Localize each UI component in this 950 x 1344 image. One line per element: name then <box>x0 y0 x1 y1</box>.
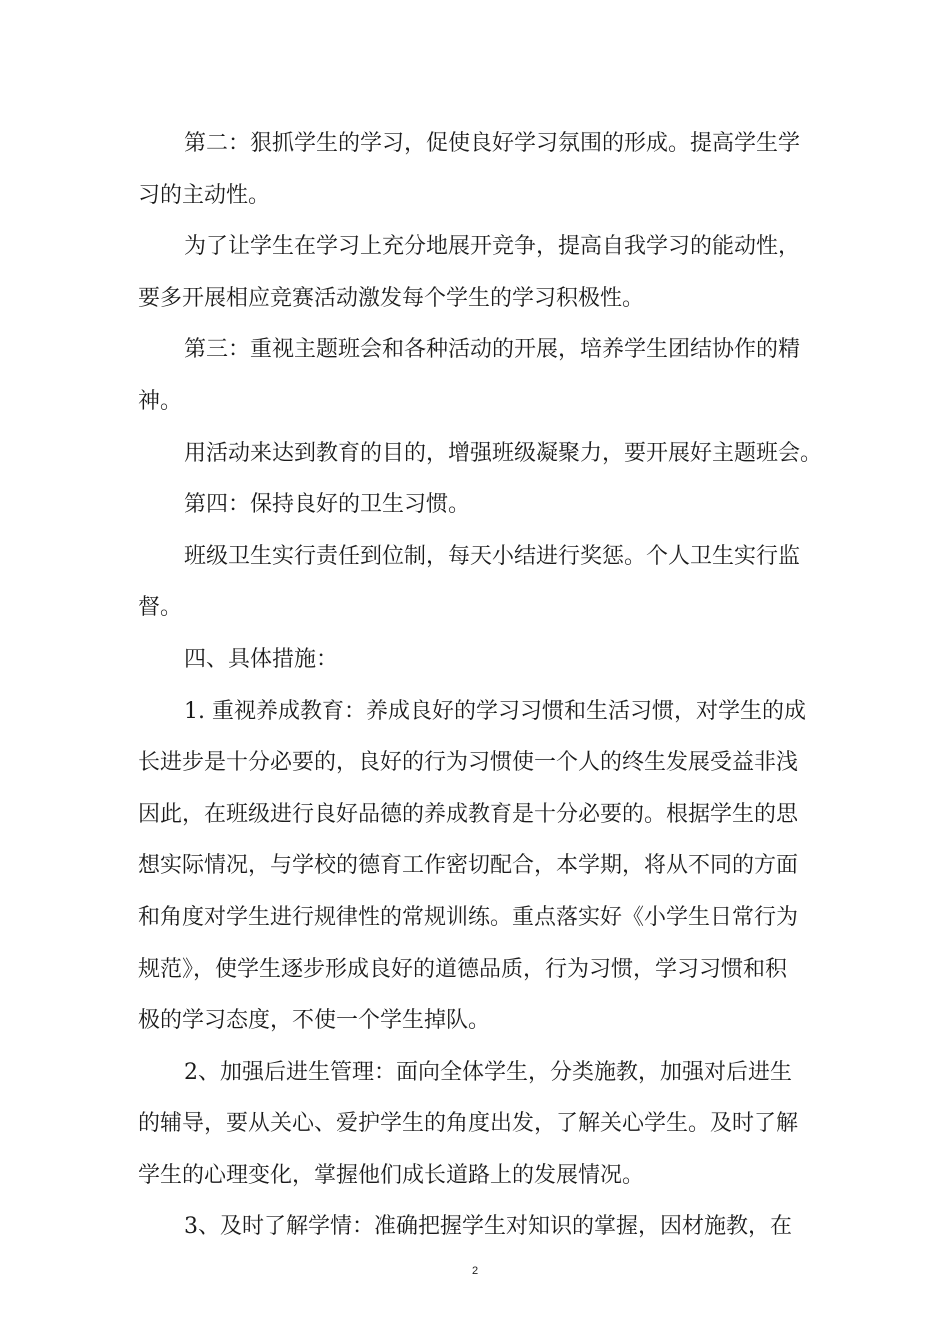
paragraph <box>138 221 828 324</box>
text-line: 第四：保持良好的卫生习惯。 <box>184 492 471 518</box>
text-line: 3、及时了解学情：准确把握学生对知识的掌握，因材施教，在 <box>184 1214 792 1240</box>
text-line: 学生的心理变化，掌握他们成长道路上的发展情况。 <box>138 1162 645 1188</box>
text-line: 习的主动性。 <box>138 182 271 208</box>
text-line: 第二：狠抓学生的学习，促使良好学习氛围的形成。提高学生学 <box>184 131 801 156</box>
document-body <box>138 118 828 1253</box>
paragraph <box>138 428 828 480</box>
paragraph <box>138 1201 828 1253</box>
paragraph <box>138 686 828 1047</box>
paragraph <box>138 531 828 634</box>
paragraph <box>138 118 828 221</box>
text-line: 想实际情况，与学校的德育工作密切配合，本学期，将从不同的方面 <box>138 853 799 879</box>
text-line: 规范》，使学生逐步形成良好的道德品质，行为习惯，学习习惯和积 <box>138 956 788 982</box>
text-line: 2、加强后进生管理：面向全体学生，分类施教，加强对后进生 <box>184 1059 792 1085</box>
text-line: 极的学习态度，不使一个学生掉队。 <box>138 1008 491 1034</box>
paragraph <box>138 1047 828 1202</box>
text-line: 和角度对学生进行规律性的常规训练。重点落实好《小学生日常行为 <box>138 904 799 930</box>
text-line: 为了让学生在学习上充分地展开竞争，提高自我学习的能动性， <box>184 234 801 260</box>
text-line: 班级卫生实行责任到位制，每天小结进行奖惩。个人卫生实行监 <box>184 543 801 569</box>
paragraph <box>138 479 828 531</box>
text-line: 1. 重视养成教育：养成良好的学习习惯和生活习惯，对学生的成 <box>184 698 806 724</box>
paragraph <box>138 324 828 427</box>
text-line: 第三：重视主题班会和各种活动的开展，培养学生团结协作的精 <box>184 337 801 363</box>
text-line: 用活动来达到教育的目的，增强班级凝聚力，要开展好主题班会。 <box>184 440 823 466</box>
text-line: 要多开展相应竞赛活动激发每个学生的学习积极性。 <box>138 285 645 311</box>
text-line: 长进步是十分必要的，良好的行为习惯使一个人的终生发展受益非浅 <box>138 750 799 776</box>
section-heading <box>138 634 828 686</box>
text-line: 四、具体措施： <box>184 646 339 672</box>
page-number: 2 <box>471 1265 479 1277</box>
text-line: 神。 <box>138 388 183 414</box>
text-line: 的辅导，要从关心、爱护学生的角度出发，了解关心学生。及时了解 <box>138 1111 799 1137</box>
text-line: 督。 <box>138 595 183 621</box>
text-line: 因此，在班级进行良好品德的养成教育是十分必要的。根据学生的思 <box>138 801 799 827</box>
